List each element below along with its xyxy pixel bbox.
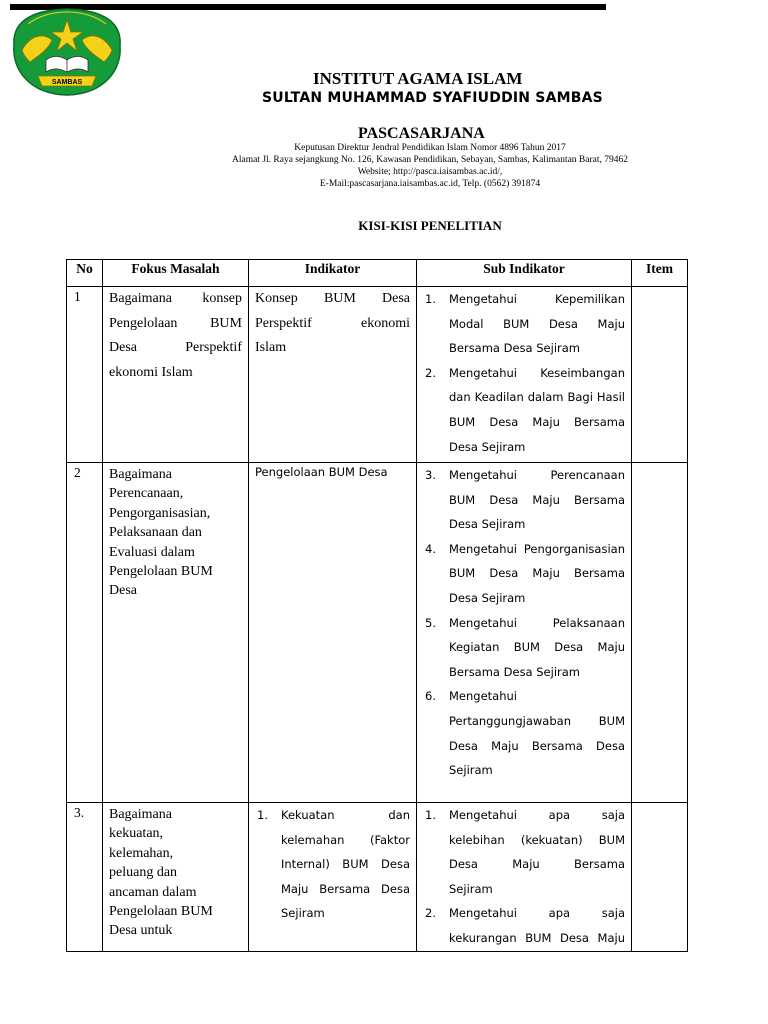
email-line: E-Mail:pascasarjana.iaisambas.ac.id, Telp. (0562) 391874 xyxy=(319,179,541,189)
sub-line: Bersama Desa Sejiram xyxy=(449,664,581,679)
sub-line: Mengetahui apa saja xyxy=(449,808,625,822)
table-row xyxy=(67,803,688,952)
sub-line: Desa Maju Bersama Desa xyxy=(449,738,625,753)
focus-line: ancaman dalam xyxy=(109,884,197,900)
sub-line: Desa Sejiram xyxy=(449,590,526,605)
sub-line: Mengetahui Keseimbangan xyxy=(449,365,625,380)
item-cell xyxy=(632,463,688,803)
list-number: 1. xyxy=(425,292,436,306)
table-header-row xyxy=(67,260,688,287)
sub-indicator-item xyxy=(417,611,625,685)
list-number: 1. xyxy=(425,808,436,822)
item-cell xyxy=(632,287,688,463)
document-title: KISI-KISI PENELITIAN xyxy=(358,218,502,233)
list-number: 2. xyxy=(425,906,436,921)
sub-indicator-cell xyxy=(417,287,632,463)
faculty-name: PASCASARJANA xyxy=(358,125,485,142)
row-number: 2 xyxy=(67,463,103,803)
col-header-sub-indikator: Sub Indikator xyxy=(417,260,632,287)
sub-line: Mengetahui Pengorganisasian xyxy=(449,541,625,556)
sub-line: Desa Sejiram xyxy=(449,517,526,532)
indicator-cell xyxy=(249,803,417,952)
research-grid-table xyxy=(66,259,688,952)
sub-line: Mengetahui Kepemilikan xyxy=(449,292,625,306)
sub-line: Sejiram xyxy=(449,881,493,896)
sub-indicator-item xyxy=(417,684,625,782)
sub-line: Modal BUM Desa Maju xyxy=(449,316,625,331)
indicator-cell xyxy=(249,287,417,463)
sub-line: Mengetahui Perencanaan xyxy=(449,468,625,482)
focus-line: Pengelolaan BUM xyxy=(109,315,242,331)
focus-line: peluang dan xyxy=(109,865,178,881)
focus-cell xyxy=(103,287,249,463)
sub-line: Sejiram xyxy=(449,763,493,778)
focus-line: kekuatan, xyxy=(109,826,164,842)
sub-indicator-cell xyxy=(417,463,632,803)
sub-line: Desa Maju Bersama xyxy=(449,857,625,872)
institute-logo xyxy=(8,6,126,96)
institute-name: INSTITUT AGAMA ISLAM xyxy=(313,69,523,88)
item-cell xyxy=(632,803,688,952)
sub-indicator-cell xyxy=(417,803,632,952)
col-header-indikator: Indikator xyxy=(249,260,417,287)
list-number: 2. xyxy=(425,365,436,380)
indicator-line: Maju Bersama Desa xyxy=(281,881,410,896)
indicator-line: Internal) BUM Desa xyxy=(281,857,410,872)
focus-line: Desa untuk xyxy=(109,923,173,939)
col-header-item: Item xyxy=(632,260,688,287)
address-line: Alamat Jl. Raya sejangkung No. 126, Kawasan Pendidikan, Sebayan, Sambas, Kalimantan Barat, 79462 xyxy=(231,155,628,165)
focus-cell xyxy=(103,463,249,803)
indicator-line: kelemahan (Faktor xyxy=(281,832,410,847)
list-number: 4. xyxy=(425,541,436,556)
sub-indicator-item xyxy=(417,901,625,950)
focus-line: Bagaimana xyxy=(109,807,172,822)
col-header-no: No xyxy=(67,260,103,287)
indicator-line: Perspektif ekonomi xyxy=(255,315,410,331)
focus-line: Pengelolaan BUM xyxy=(109,564,213,580)
institute-subname: SULTAN MUHAMMAD SYAFIUDDIN SAMBAS xyxy=(262,90,603,106)
indicator-line: Islam xyxy=(255,340,287,356)
focus-cell xyxy=(103,803,249,952)
logo-banner-text: SAMBAS xyxy=(51,79,83,86)
indicator-line: Kekuatan dan xyxy=(281,808,410,822)
focus-line: Pengorganisasian, xyxy=(109,505,211,521)
focus-line: Pengelolaan BUM xyxy=(109,904,213,920)
list-number: 5. xyxy=(425,615,436,630)
sub-line: kelebihan (kekuatan) BUM xyxy=(449,832,625,847)
col-header-fokus: Fokus Masalah xyxy=(103,260,249,287)
sub-indicator-item xyxy=(417,463,625,537)
focus-line: Desa xyxy=(109,583,137,599)
focus-line: Perencanaan, xyxy=(109,486,184,502)
sub-line: Mengetahui Pelaksanaan xyxy=(449,615,625,630)
indicator-cell xyxy=(249,463,417,803)
focus-line: Bagaimana konsep xyxy=(109,291,242,306)
sub-line: Mengetahui apa saja xyxy=(449,906,625,921)
row-number: 3. xyxy=(67,803,103,952)
sub-indicator-item xyxy=(417,537,625,611)
sub-line: BUM Desa Maju Bersama xyxy=(449,566,625,581)
list-number: 6. xyxy=(425,689,436,704)
list-number: 1. xyxy=(257,808,268,822)
decree-line: Keputusan Direktur Jendral Pendidikan Islam Nomor 4896 Tahun 2017 xyxy=(294,143,566,153)
sub-line: BUM Desa Maju Bersama xyxy=(449,414,625,429)
indicator-line: Konsep BUM Desa xyxy=(255,291,410,306)
focus-line: ekonomi Islam xyxy=(109,364,193,380)
focus-line: Bagaimana xyxy=(109,467,172,482)
indicator-item xyxy=(249,803,410,926)
row-number: 1 xyxy=(67,287,103,463)
sub-line: Bersama Desa Sejiram xyxy=(449,341,581,356)
sub-indicator-item xyxy=(417,361,625,459)
sub-line: dan Keadilan dalam Bagi Hasil xyxy=(449,390,625,405)
table-row xyxy=(67,287,688,463)
sub-line: Desa Sejiram xyxy=(449,439,526,454)
sub-line: BUM Desa Maju Bersama xyxy=(449,492,625,507)
list-number: 3. xyxy=(425,468,436,482)
sub-indicator-item xyxy=(417,287,625,361)
indicator-line: Sejiram xyxy=(281,906,325,921)
table-row xyxy=(67,463,688,803)
sub-line: kekurangan BUM Desa Maju xyxy=(449,930,625,945)
sub-indicator-item xyxy=(417,803,625,901)
sub-line: Kegiatan BUM Desa Maju xyxy=(449,640,625,655)
website-line: Website; http://pasca.iaisambas.ac.id/, xyxy=(357,167,503,177)
focus-line: Pelaksanaan dan xyxy=(109,525,202,541)
focus-line: Desa Perspektif xyxy=(109,340,242,356)
focus-line: kelemahan, xyxy=(109,845,174,861)
indicator-text: Pengelolaan BUM Desa xyxy=(255,465,388,479)
sub-line: Pertanggungjawaban BUM xyxy=(449,713,625,728)
focus-line: Evaluasi dalam xyxy=(109,544,195,560)
sub-line: Mengetahui xyxy=(449,689,517,704)
